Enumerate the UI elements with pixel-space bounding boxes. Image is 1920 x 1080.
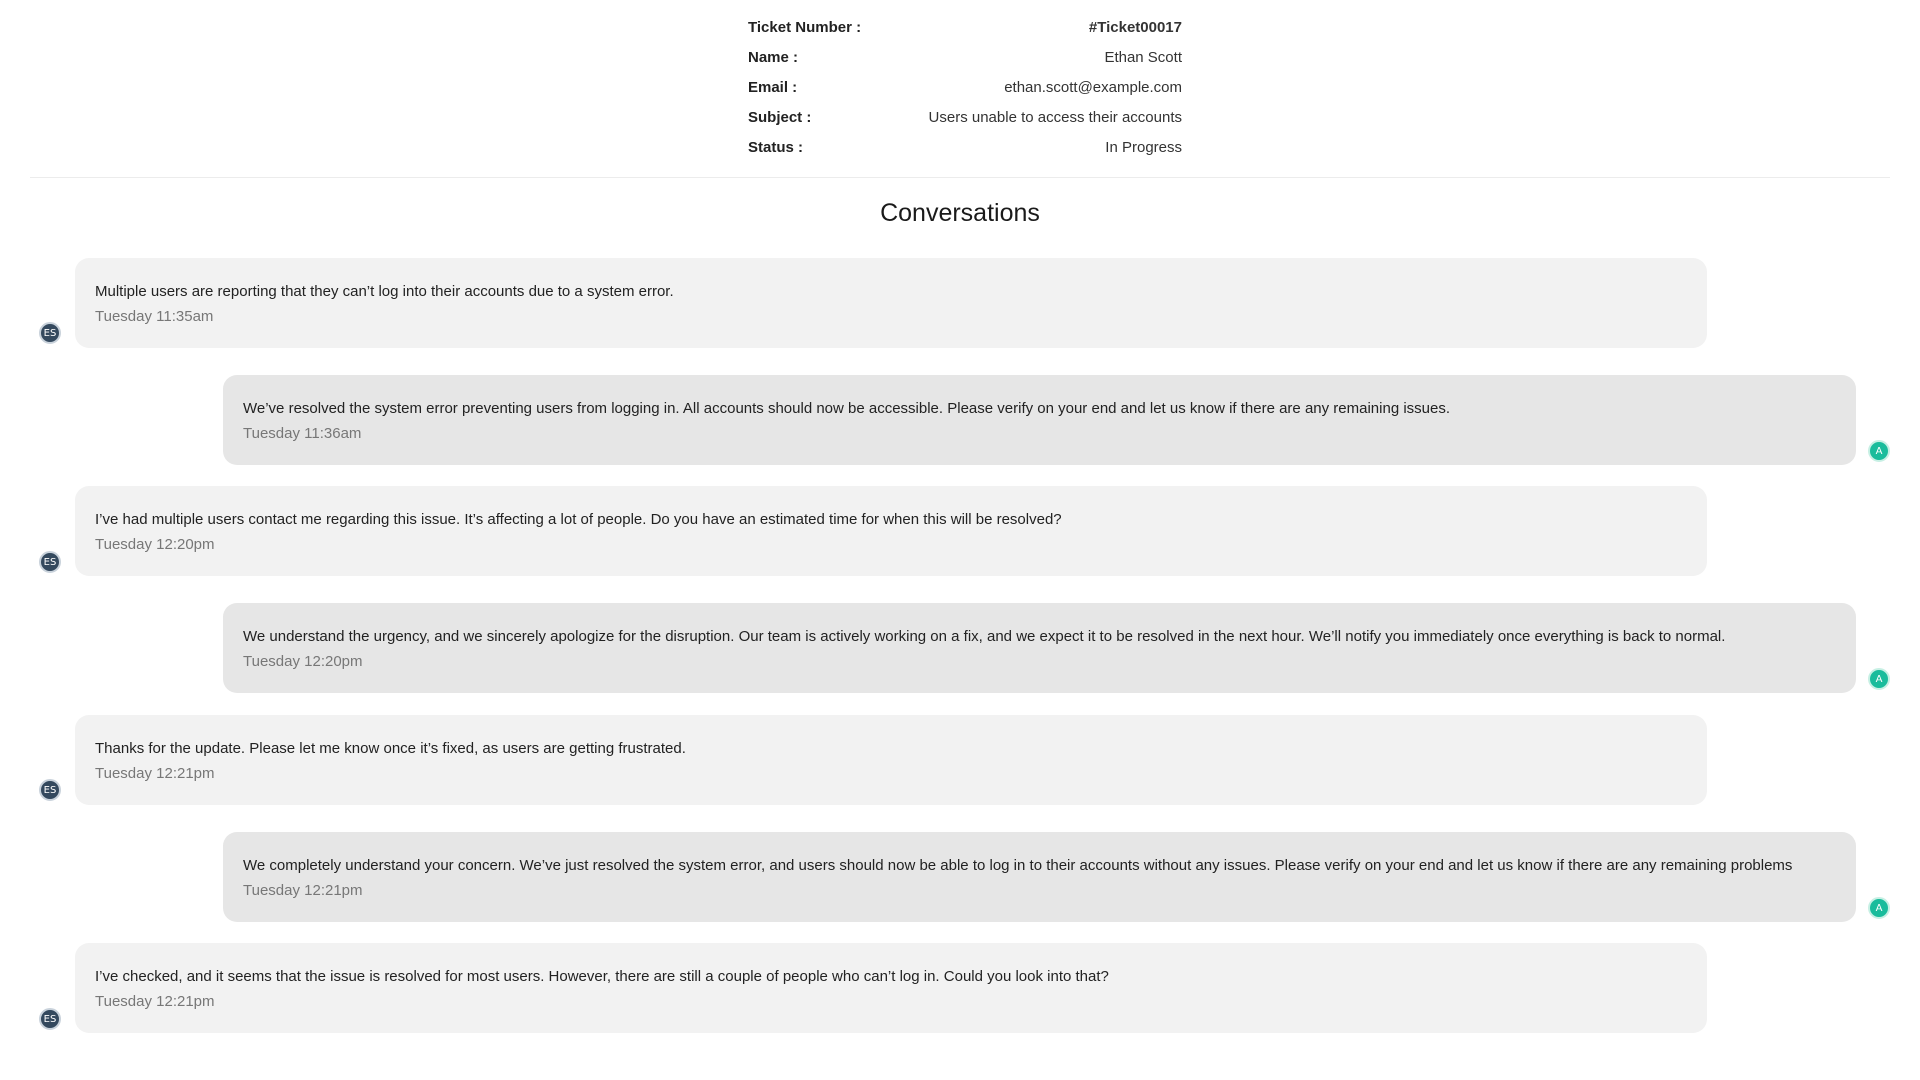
message-text: Multiple users are reporting that they can’t log into their accounts due to a system error.: [95, 283, 674, 300]
message-timestamp: Tuesday 12:20pm: [243, 653, 363, 670]
customer-avatar: ES: [39, 322, 61, 344]
customer-avatar: ES: [39, 551, 61, 573]
customer-avatar: ES: [39, 779, 61, 801]
status-label: Status :: [748, 138, 804, 156]
name-value: Ethan Scott: [1104, 48, 1182, 66]
subject-label: Subject :: [748, 108, 812, 126]
message-bubble-agent: [223, 375, 1856, 465]
ticket-number-label: Ticket Number :: [748, 18, 862, 36]
message-timestamp: Tuesday 11:36am: [243, 425, 362, 442]
message-timestamp: Tuesday 12:21pm: [95, 765, 215, 782]
subject-value: Users unable to access their accounts: [928, 108, 1182, 126]
message-timestamp: Tuesday 12:21pm: [243, 882, 363, 899]
conversations-title: Conversations: [880, 199, 1040, 227]
message-timestamp: Tuesday 12:20pm: [95, 536, 215, 553]
agent-avatar: A: [1868, 897, 1890, 919]
status-value: In Progress: [1105, 138, 1182, 156]
customer-avatar: ES: [39, 1008, 61, 1030]
message-text: We understand the urgency, and we sincerely apologize for the disruption. Our team is actively working on a fix, and we expect it to be resolved in the next hour. We’ll notify you immediately once everything is back to normal.: [243, 628, 1726, 645]
ticket-number-value: #Ticket00017: [1088, 18, 1182, 36]
message-text: I’ve checked, and it seems that the issue is resolved for most users. However, there are still a couple of people who can’t log in. Could you look into that?: [95, 968, 1109, 985]
message-bubble-customer: [75, 715, 1707, 805]
agent-avatar: A: [1868, 668, 1890, 690]
message-bubble-agent: [223, 603, 1856, 693]
message-bubble-customer: [75, 943, 1707, 1033]
message-text: We’ve resolved the system error preventing users from logging in. All accounts should now be accessible. Please verify on your end and let us know if there are any remaining issues.: [243, 400, 1451, 417]
message-text: I’ve had multiple users contact me regarding this issue. It’s affecting a lot of people. Do you have an estimated time for when this will be resolved?: [95, 511, 1062, 528]
name-label: Name :: [748, 48, 799, 66]
message-text: Thanks for the update. Please let me know once it’s fixed, as users are getting frustrated.: [95, 740, 686, 757]
agent-avatar: A: [1868, 440, 1890, 462]
message-text: We completely understand your concern. We’ve just resolved the system error, and users should now be able to log in to their accounts without any issues. Please verify on your end and let us know if there are any remaining problems: [243, 857, 1793, 874]
email-label: Email :: [748, 78, 798, 96]
email-value: ethan.scott@example.com: [1004, 78, 1182, 96]
message-timestamp: Tuesday 11:35am: [95, 308, 214, 325]
message-bubble-customer: [75, 486, 1707, 576]
message-timestamp: Tuesday 12:21pm: [95, 993, 215, 1010]
message-bubble-agent: [223, 832, 1856, 922]
message-bubble-customer: [75, 258, 1707, 348]
